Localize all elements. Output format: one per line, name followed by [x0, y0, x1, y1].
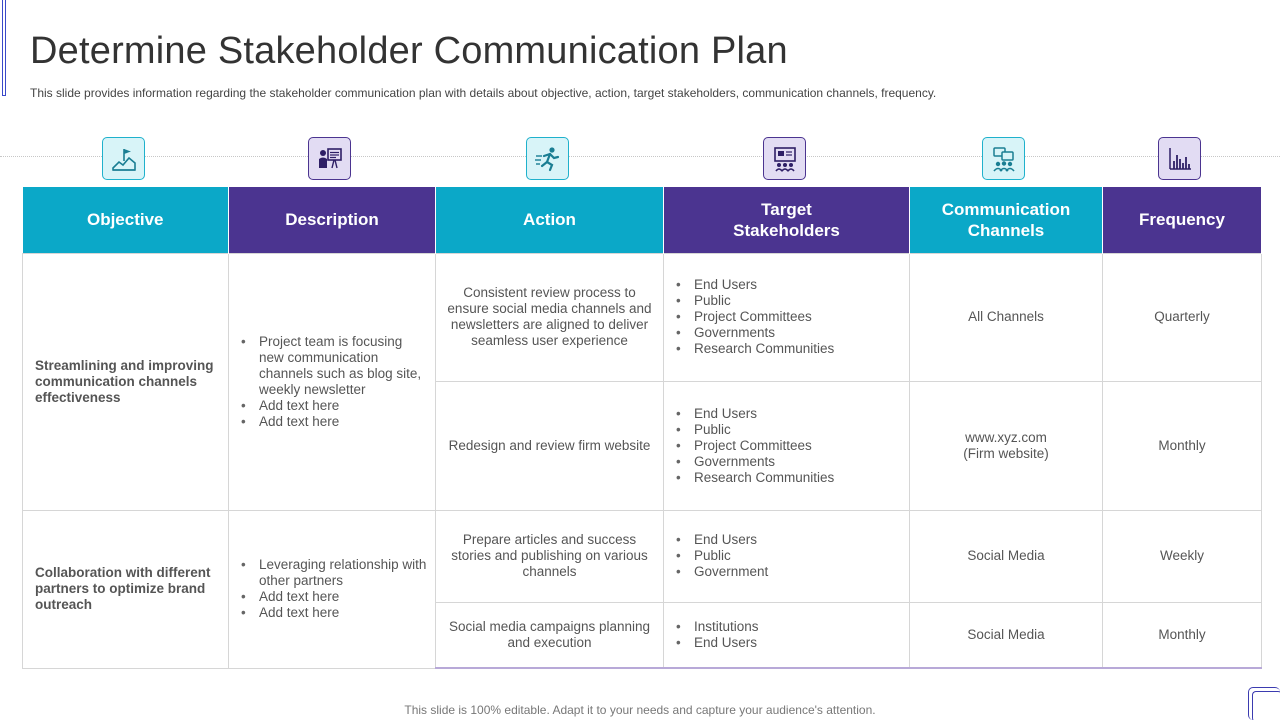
page-subtitle: This slide provides information regarding the stakeholder communication plan with details about objective, action, target stakeholders, communication channels, frequency.: [30, 86, 937, 100]
dotted-divider: [0, 156, 1280, 157]
frequency-cell: Monthly: [1103, 381, 1262, 510]
list-item: • Public: [674, 422, 903, 438]
list-item: • End Users: [674, 277, 903, 293]
objective-cell: Streamlining and improving communication channels effectiveness: [23, 253, 229, 510]
stakeholders-cell: [664, 253, 910, 381]
left-accent-bar: [2, 0, 6, 96]
header-action: Action: [436, 187, 664, 253]
channels-cell: All Channels: [910, 253, 1103, 381]
presentation-icon: [308, 137, 351, 180]
chat-group-icon: [982, 137, 1025, 180]
header-description: Description: [229, 187, 436, 253]
bar-chart-icon: [1158, 137, 1201, 180]
channels-cell: www.xyz.com (Firm website): [910, 381, 1103, 510]
list-item: • Add text here: [239, 589, 429, 605]
communication-plan-table: [22, 187, 1262, 669]
table-row: [23, 510, 1262, 602]
list-item: • Leveraging relationship with other partners: [239, 557, 429, 589]
list-item: • Governments: [674, 325, 903, 341]
objective-cell: Collaboration with different partners to optimize brand outreach: [23, 510, 229, 668]
channels-cell: Social Media: [910, 602, 1103, 668]
runner-icon: [526, 137, 569, 180]
list-item: • Institutions: [674, 619, 903, 635]
list-item: • Add text here: [239, 605, 429, 621]
corner-decoration: [1248, 687, 1280, 720]
list-item: • Project team is focusing new communication channels such as blog site, weekly newsletter: [239, 334, 429, 398]
description-cell: [229, 510, 436, 668]
target-flag-icon: [102, 137, 145, 180]
list-item: • Project Committees: [674, 309, 903, 325]
list-item: • Public: [674, 548, 903, 564]
description-cell: [229, 253, 436, 510]
stakeholders-cell: [664, 510, 910, 602]
header-objective: Objective: [23, 187, 229, 253]
list-item: • End Users: [674, 406, 903, 422]
list-item: • End Users: [674, 635, 903, 651]
action-cell: Social media campaigns planning and execution: [436, 602, 664, 668]
list-item: • Add text here: [239, 398, 429, 414]
header-frequency: Frequency: [1103, 187, 1262, 253]
list-item: • End Users: [674, 532, 903, 548]
stakeholders-cell: [664, 602, 910, 668]
list-item: • Research Communities: [674, 341, 903, 357]
footer-note: This slide is 100% editable. Adapt it to your needs and capture your audience's attention.: [404, 703, 876, 717]
list-item: • Add text here: [239, 414, 429, 430]
action-cell: Redesign and review firm website: [436, 381, 664, 510]
header-target-stakeholders: Target Stakeholders: [664, 187, 910, 253]
frequency-cell: Weekly: [1103, 510, 1262, 602]
channels-cell: Social Media: [910, 510, 1103, 602]
table-row: [23, 253, 1262, 381]
table-header-row: [23, 187, 1262, 253]
list-item: • Project Committees: [674, 438, 903, 454]
list-item: • Public: [674, 293, 903, 309]
stakeholders-cell: [664, 381, 910, 510]
monitor-meeting-icon: [763, 137, 806, 180]
list-item: • Government: [674, 564, 903, 580]
page-title: Determine Stakeholder Communication Plan: [30, 30, 788, 72]
action-cell: Prepare articles and success stories and publishing on various channels: [436, 510, 664, 602]
action-cell: Consistent review process to ensure social media channels and newsletters are aligned to deliver seamless user experience: [436, 253, 664, 381]
frequency-cell: Quarterly: [1103, 253, 1262, 381]
frequency-cell: Monthly: [1103, 602, 1262, 668]
list-item: • Governments: [674, 454, 903, 470]
list-item: • Research Communities: [674, 470, 903, 486]
header-communication-channels: Communication Channels: [910, 187, 1103, 253]
